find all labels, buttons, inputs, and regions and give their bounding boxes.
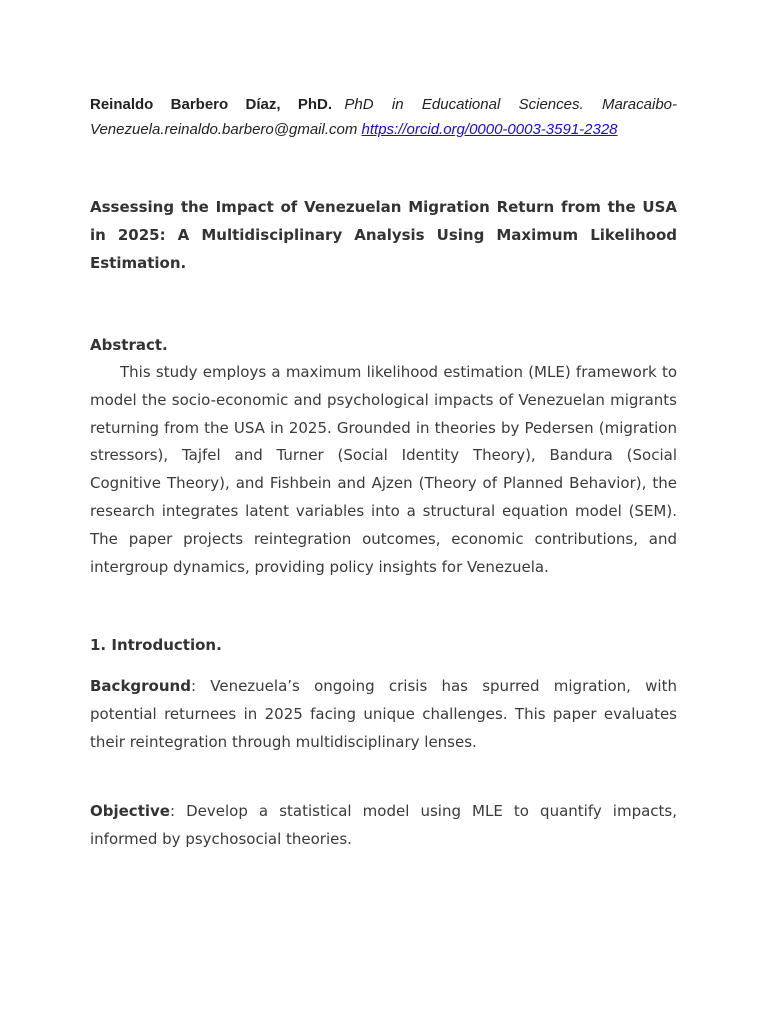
introduction-heading: 1. Introduction. xyxy=(90,636,222,655)
abstract-heading: Abstract. xyxy=(90,336,168,354)
objective-paragraph xyxy=(90,798,677,854)
background-paragraph xyxy=(90,673,677,756)
document-page xyxy=(90,92,677,853)
author-name: Reinaldo Barbero Díaz, PhD. xyxy=(90,96,333,113)
author-block xyxy=(90,92,677,142)
background-text: : Venezuela’s ongoing crisis has spurred migration, with potential returnees in 2025 facing unique challenges. This paper evaluates their reintegration through multidisciplinary lenses. xyxy=(90,677,677,751)
objective-text: : Develop a statistical model using MLE to quantify impacts, informed by psychosocial theories. xyxy=(90,801,677,848)
author-email[interactable]: reinaldo.barbero@gmail.com xyxy=(164,121,358,138)
abstract-text: This study employs a maximum likelihood estimation (MLE) framework to model the socio-economic and psychological impacts of Venezuelan migrants returning from the USA in 2025. Grounded in theories by Pedersen (migration stressors), Tajfel and Turner (Social Identity Theory), Bandura (Social Cognitive Theory), and Fishbein and Ajzen (Theory of Planned Behavior), the research integrates latent variables into a structural equation model (SEM). The paper projects reintegration outcomes, economic contributions, and intergroup dynamics, providing policy insights for Venezuela. xyxy=(90,363,677,576)
background-label: Background xyxy=(90,677,191,696)
author-affiliation: PhD in Educational Sciences. Maracaibo-Venezuela. xyxy=(90,96,677,138)
paper-title: Assessing the Impact of Venezuelan Migration Return from the USA in 2025: A Multidisciplinary Analysis Using Maximum Likelihood Estimation. xyxy=(90,198,677,272)
objective-label: Objective xyxy=(90,801,170,820)
orcid-link[interactable]: https://orcid.org/0000-0003-3591-2328 xyxy=(361,121,618,138)
